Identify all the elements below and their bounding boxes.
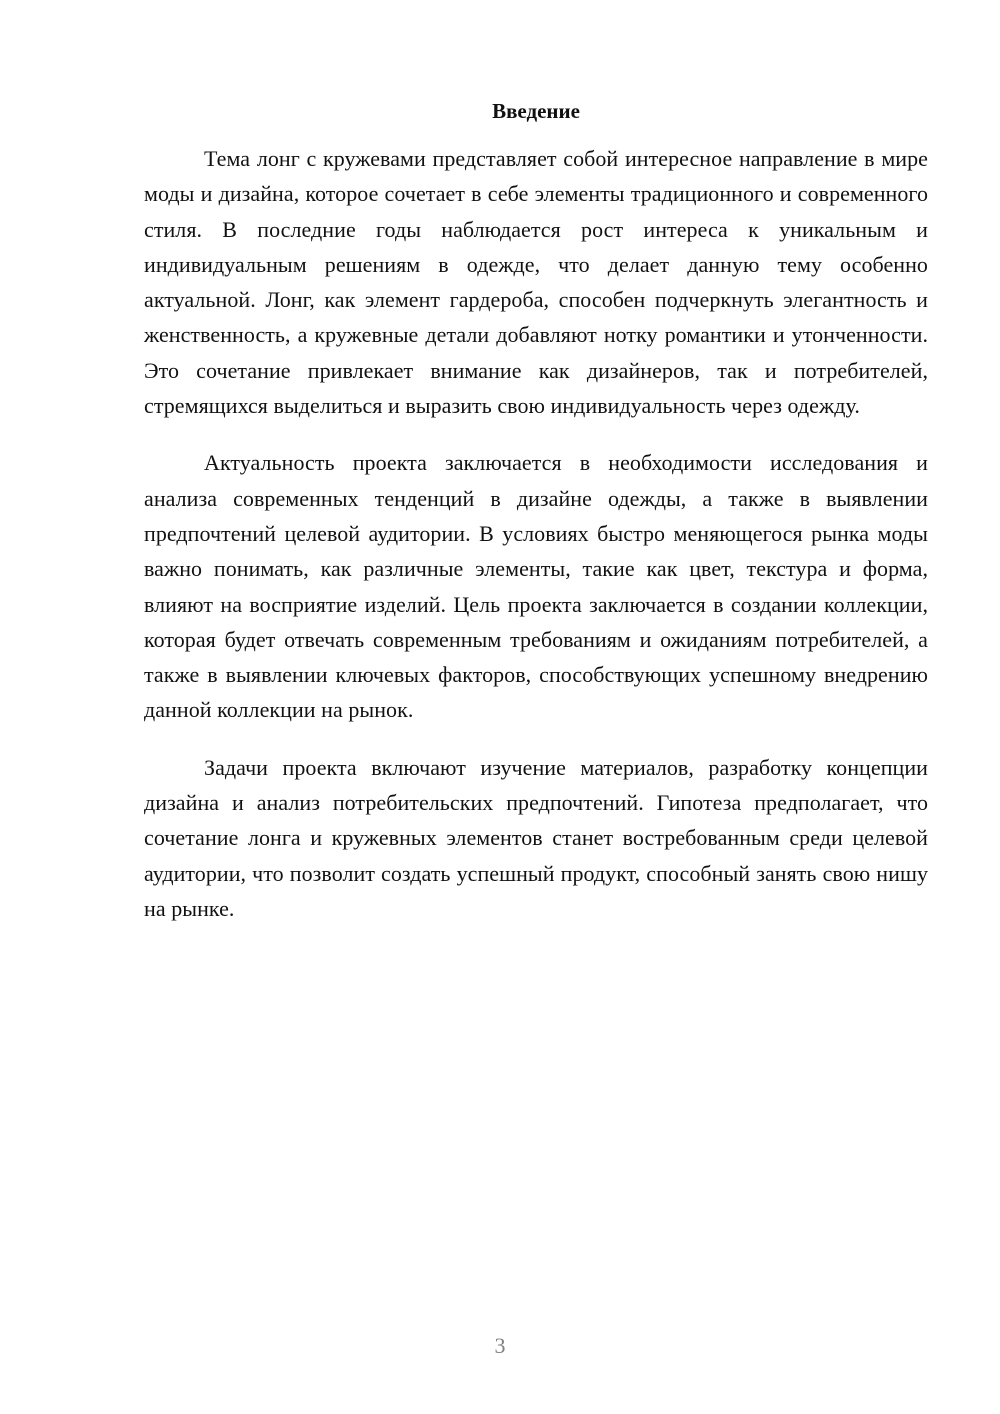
page-number: 3	[494, 1333, 506, 1358]
paragraph-relevance-topic: Тема лонг с кружевами представляет собой интересное направление в мире моды и дизайна, которое сочетает в себе элементы традиционного и современного стиля. В последние годы наблюдается рост интереса к уникальным и индивидуальным решениям в одежде, что делает данную тему особенно актуальной. Лонг, как элемент гардероба, способен подчеркнуть элегантность и женственность, а кружевные детали добавляют нотку романтики и утонченности. Это сочетание привлекает внимание как дизайнеров, так и потребителей, стремящихся выделиться и выразить свою индивидуальность через одежду.	[144, 146, 928, 419]
section-title: Введение	[492, 99, 580, 123]
paragraph-project-relevance: Актуальность проекта заключается в необходимости исследования и анализа современных тенденций в дизайне одежды, а также в выявлении предпочтений целевой аудитории. В условиях быстро меняющегося рынка моды важно понимать, как различные элементы, такие как цвет, текстура и форма, влияют на восприятие изделий. Цель проекта заключается в создании коллекции, которая будет отвечать современным требованиям и ожиданиям потребителей, а также в выявлении ключевых факторов, способствующих успешному внедрению данной коллекции на рынок.	[144, 450, 928, 723]
page-content	[144, 95, 928, 948]
paragraph-tasks-hypothesis: Задачи проекта включают изучение материалов, разработку концепции дизайна и анализ потребительских предпочтений. Гипотеза предполагает, что сочетание лонга и кружевных элементов станет востребованным среди целевой аудитории, что позволит создать успешный продукт, способный занять свою нишу на рынке.	[144, 754, 928, 921]
